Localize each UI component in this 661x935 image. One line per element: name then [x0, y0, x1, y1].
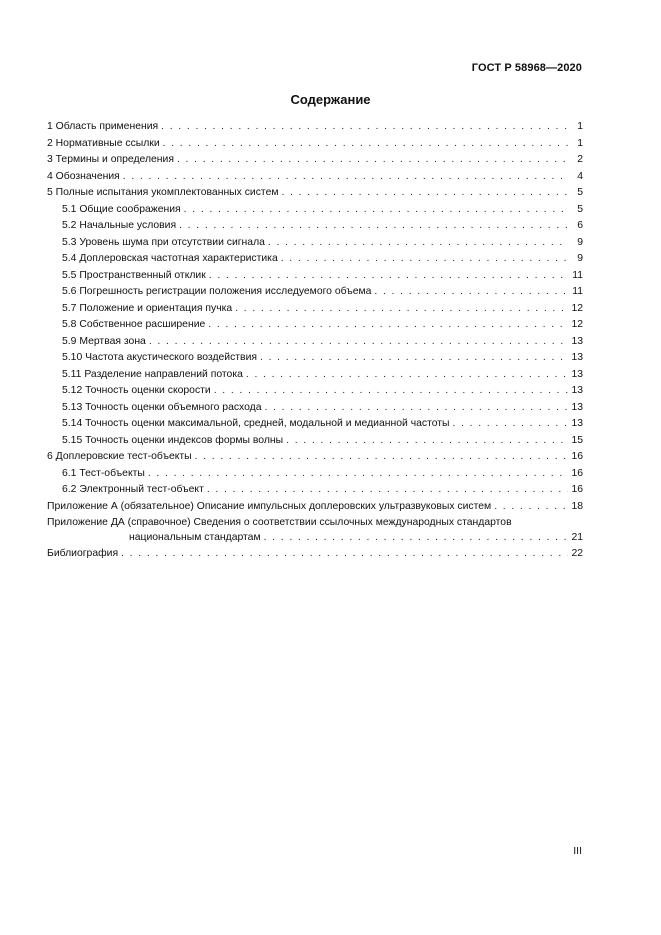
table-of-contents: [47, 119, 583, 563]
toc-item-text: 5.13 Точность оценки объемного расхода: [62, 401, 262, 413]
toc-item-2[interactable]: [47, 136, 583, 153]
toc-item-page: 4: [577, 170, 583, 182]
toc-item-page: 6: [577, 220, 583, 231]
toc-item-text: 6.2 Электронный тест-объект: [62, 484, 204, 495]
toc-item-bibliography[interactable]: [47, 546, 583, 563]
toc-item-text: 6 Доплеровские тест-объекты: [47, 451, 192, 462]
page-number: III: [573, 845, 582, 857]
toc-leader: [286, 433, 568, 450]
toc-item-page: 9: [577, 253, 583, 264]
toc-leader: [264, 531, 568, 546]
toc-item-page: 21: [571, 531, 583, 543]
toc-item-page: 1: [577, 121, 583, 132]
toc-item-page: 13: [571, 401, 583, 413]
toc-item-page: 22: [571, 548, 583, 559]
toc-leader: [121, 546, 568, 563]
toc-leader: [149, 334, 568, 351]
toc-leader: [374, 284, 568, 301]
toc-item-text: 3 Термины и определения: [47, 154, 174, 165]
toc-leader: [184, 202, 568, 219]
toc-item-5[interactable]: [47, 185, 583, 202]
toc-leader: [282, 185, 569, 202]
toc-item-page: 15: [571, 434, 583, 446]
toc-item-6[interactable]: [47, 449, 583, 466]
toc-item-5-5[interactable]: [47, 268, 583, 285]
toc-leader: [265, 400, 568, 417]
toc-item-text: 5.15 Точность оценки индексов формы волны: [62, 434, 284, 446]
toc-item-page: 12: [571, 319, 583, 330]
toc-item-5-12[interactable]: [47, 383, 583, 400]
toc-item-page: 9: [577, 236, 583, 248]
toc-item-5-14[interactable]: [47, 416, 583, 433]
toc-item-1[interactable]: [47, 119, 583, 136]
toc-leader: [209, 268, 568, 285]
toc-leader: [214, 383, 568, 400]
toc-leader: [281, 251, 568, 268]
toc-leader: [195, 449, 568, 466]
standard-code: ГОСТ Р 58968—2020: [471, 62, 582, 74]
toc-item-text: 5 Полные испытания укомплектованных систем: [47, 187, 279, 198]
toc-item-5-13[interactable]: [47, 400, 583, 417]
toc-item-text: 2 Нормативные ссылки: [47, 137, 160, 149]
toc-leader: [235, 301, 568, 318]
toc-item-text: 1 Область применения: [47, 121, 159, 132]
toc-item-text: 5.4 Доплеровская частотная характеристика: [62, 253, 278, 264]
toc-title: Содержание: [290, 92, 371, 107]
toc-item-page: 16: [571, 484, 583, 495]
toc-leader: [207, 482, 568, 499]
toc-item-page: 11: [572, 286, 583, 297]
toc-leader: [163, 136, 568, 153]
toc-item-5-11[interactable]: [47, 367, 583, 384]
toc-item-appendix-a[interactable]: [47, 499, 583, 516]
toc-item-5-9[interactable]: [47, 334, 583, 351]
toc-leader: [453, 416, 568, 433]
toc-item-text: 5.12 Точность оценки скорости: [62, 385, 211, 396]
toc-item-5-2[interactable]: [47, 218, 583, 235]
toc-leader: [494, 499, 568, 516]
toc-item-page: 2: [577, 154, 583, 165]
toc-item-page: 11: [572, 269, 583, 281]
toc-item-text-cont: национальным стандартам: [129, 531, 261, 543]
toc-item-page: 5: [577, 203, 583, 215]
toc-item-text: 5.8 Собственное расширение: [62, 319, 206, 330]
toc-item-page: 13: [571, 335, 583, 347]
toc-item-text: Библиография: [47, 548, 119, 559]
toc-item-3[interactable]: [47, 152, 583, 169]
toc-item-5-3[interactable]: [47, 235, 583, 252]
toc-item-page: 13: [571, 352, 583, 363]
toc-item-5-4[interactable]: [47, 251, 583, 268]
toc-item-text: 5.2 Начальные условия: [62, 220, 177, 231]
toc-leader: [148, 466, 568, 483]
toc-item-text: 4 Обозначения: [47, 170, 120, 182]
toc-item-page: 1: [577, 137, 583, 149]
toc-item-text: 6.1 Тест-объекты: [62, 467, 145, 479]
toc-item-text: Приложение ДА (справочное) Сведения о соответствии ссылочных международных стандартов: [47, 517, 512, 528]
toc-leader: [123, 169, 568, 186]
toc-item-page: 16: [571, 467, 583, 479]
toc-item-page: 13: [571, 385, 583, 396]
toc-item-text: 5.1 Общие соображения: [62, 203, 181, 215]
toc-item-page: 13: [571, 418, 583, 429]
toc-item-text: Приложение А (обязательное) Описание импульсных доплеровских ультразвуковых систем: [47, 500, 492, 512]
toc-item-5-15[interactable]: [47, 433, 583, 450]
toc-leader: [161, 119, 568, 136]
toc-item-5-10[interactable]: [47, 350, 583, 367]
toc-item-text: 5.10 Частота акустического воздействия: [62, 352, 257, 363]
toc-item-page: 12: [571, 302, 583, 314]
toc-item-page: 5: [577, 187, 583, 198]
toc-item-text: 5.9 Мертвая зона: [62, 335, 146, 347]
toc-item-text: 5.3 Уровень шума при отсутствии сигнала: [62, 236, 265, 248]
toc-item-page: 13: [571, 368, 583, 380]
toc-item-5-6[interactable]: [47, 284, 583, 301]
toc-item-text: 5.7 Положение и ориентация пучка: [62, 302, 233, 314]
toc-item-page: 18: [571, 500, 583, 512]
toc-leader: [268, 235, 568, 252]
toc-item-6-2[interactable]: [47, 482, 583, 499]
toc-item-4[interactable]: [47, 169, 583, 186]
toc-item-text: 5.11 Разделение направлений потока: [62, 368, 243, 380]
toc-leader: [246, 367, 568, 384]
toc-leader: [208, 317, 568, 334]
toc-item-appendix-da[interactable]: [47, 515, 583, 546]
toc-leader: [260, 350, 568, 367]
toc-leader: [177, 152, 568, 169]
toc-item-page: 16: [571, 451, 583, 462]
toc-item-text: 5.14 Точность оценки максимальной, средней, модальной и медианной частоты: [62, 418, 450, 429]
toc-leader: [179, 218, 568, 235]
toc-item-text: 5.6 Погрешность регистрации положения исследуемого объема: [62, 286, 372, 297]
toc-item-5-1[interactable]: [47, 202, 583, 219]
toc-item-5-8[interactable]: [47, 317, 583, 334]
toc-item-text: 5.5 Пространственный отклик: [62, 269, 206, 281]
toc-item-6-1[interactable]: [47, 466, 583, 483]
toc-item-5-7[interactable]: [47, 301, 583, 318]
